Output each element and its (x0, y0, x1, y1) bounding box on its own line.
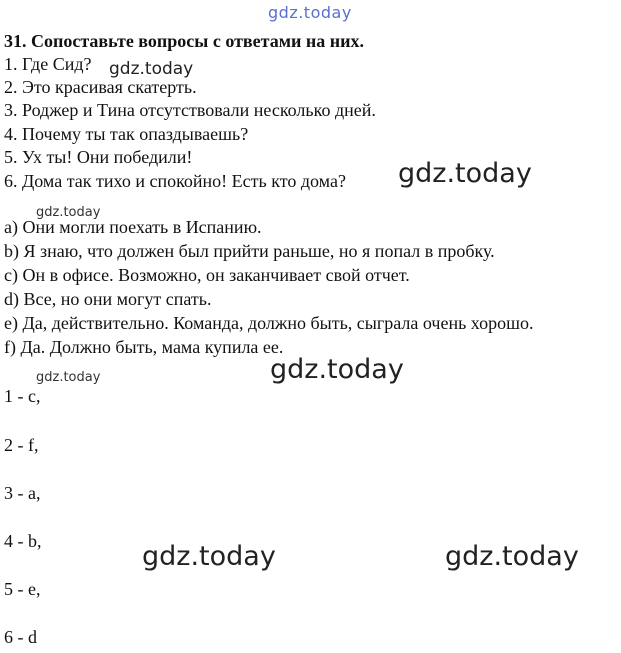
answer-f: f) Да. Должно быть, мама купила ее. (4, 337, 284, 357)
match-4: 4 - b, (4, 531, 42, 551)
answer-c: c) Он в офисе. Возможно, он заканчивает свой отчет. (4, 265, 410, 285)
question-5: 5. Ух ты! Они победили! (4, 147, 193, 167)
question-4: 4. Почему ты так опаздываешь? (4, 124, 249, 144)
match-1: 1 - c, (4, 386, 41, 406)
question-3: 3. Роджер и Тина отсутствовали несколько дней. (4, 100, 376, 120)
watermark: gdz.today (36, 370, 101, 385)
match-2: 2 - f, (4, 435, 39, 455)
watermark: gdz.today (109, 59, 194, 79)
watermark: gdz.today (398, 158, 532, 189)
watermark: gdz.today (142, 541, 276, 572)
exercise-title: 31. Сопоставьте вопросы с ответами на них. (4, 31, 364, 51)
question-6: 6. Дома так тихо и спокойно! Есть кто дома? (4, 171, 346, 191)
watermark: gdz.today (36, 205, 101, 220)
answer-d: d) Все, но они могут спать. (4, 289, 212, 309)
watermark-top: gdz.today (268, 3, 352, 22)
question-2: 2. Это красивая скатерть. (4, 77, 197, 97)
match-5: 5 - e, (4, 579, 41, 599)
watermark: gdz.today (445, 541, 579, 572)
match-6: 6 - d (4, 627, 37, 647)
match-3: 3 - a, (4, 483, 41, 503)
answer-b: b) Я знаю, что должен был прийти раньше, но я попал в пробку. (4, 241, 495, 261)
watermark: gdz.today (270, 354, 404, 385)
answer-a: a) Они могли поехать в Испанию. (4, 217, 262, 237)
question-1: 1. Где Сид? (4, 54, 92, 74)
answer-e: e) Да, действительно. Команда, должно быть, сыграла очень хорошо. (4, 313, 534, 333)
